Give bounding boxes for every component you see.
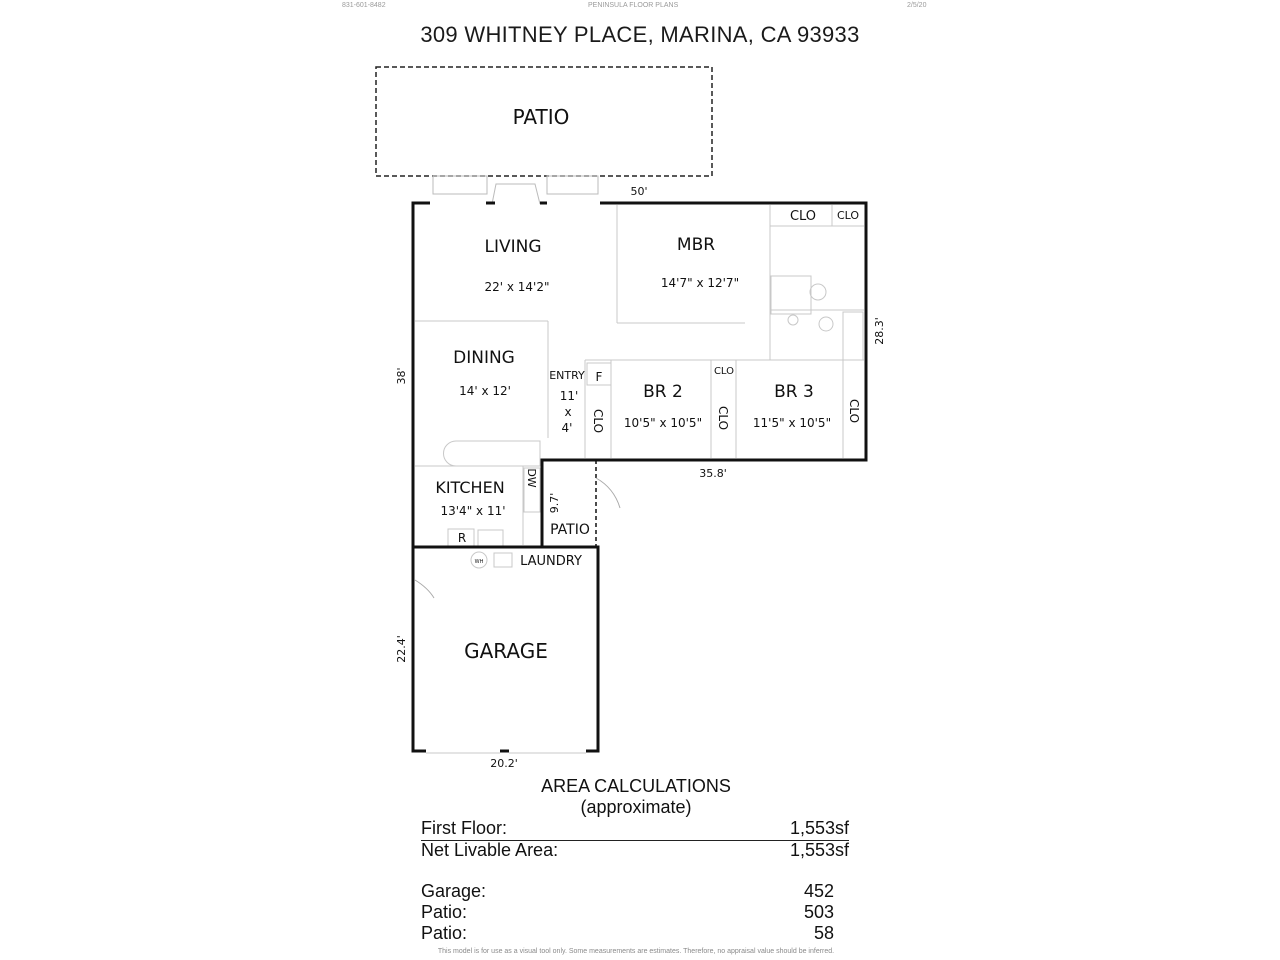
- header-phone: 831-601-8482: [342, 2, 386, 9]
- dim-left: 38': [395, 367, 408, 385]
- dim-top: 50': [630, 185, 648, 198]
- garage-area-label: Garage:: [421, 881, 487, 901]
- label-dw: DW: [525, 468, 538, 488]
- dim-br3: 11'5" x 10'5": [752, 416, 832, 430]
- dim-patio-side: 9.7': [548, 492, 561, 514]
- area-calculations: [0, 776, 1272, 818]
- fireplace: [492, 184, 540, 204]
- net-livable-label: Net Livable Area:: [421, 840, 559, 860]
- dim-entry-d: 4': [561, 421, 573, 435]
- header-date: 2/5/20: [907, 2, 927, 9]
- patio2-area-label: Patio:: [421, 923, 468, 943]
- dim-living: 22' x 14'2": [484, 280, 550, 294]
- dim-right: 28.3': [873, 317, 886, 345]
- door-swing-patio: [596, 478, 620, 508]
- washer: [494, 553, 512, 567]
- row-patio-1: [421, 902, 834, 924]
- garage-area-value: 452: [803, 881, 834, 901]
- slider-right: [547, 176, 598, 194]
- dim-kitchen: 13'4" x 11': [440, 504, 506, 518]
- label-clo-br2: CLO: [716, 405, 730, 431]
- net-livable-value: 1,553sf: [789, 840, 849, 860]
- label-f: F: [595, 370, 603, 384]
- dim-entry-w: 11': [559, 389, 579, 403]
- first-floor-label: First Floor:: [421, 818, 508, 838]
- dim-mid: 35.8': [699, 467, 727, 480]
- first-floor-value: 1,553sf: [789, 818, 849, 838]
- label-clo-entry: CLO: [591, 408, 605, 434]
- label-wh: WH: [474, 559, 484, 565]
- dim-garage-side: 22.4': [395, 635, 408, 663]
- patio1-area-value: 503: [803, 902, 834, 922]
- row-garage: [421, 881, 834, 903]
- dim-dining: 14' x 12': [459, 384, 511, 398]
- row-net-livable: [421, 840, 849, 862]
- label-patio-top: PATIO: [512, 105, 570, 129]
- door-swing-garage: [415, 580, 434, 598]
- label-clo-1: CLO: [789, 209, 817, 224]
- label-clo-2: CLO: [836, 209, 860, 222]
- slider-left: [433, 176, 487, 194]
- label-laundry: LAUNDRY: [520, 554, 582, 569]
- disclaimer: This model is for use as a visual tool only. Some measurements are estimates. Therefore, no appraisal value should be inferred.: [437, 948, 835, 955]
- label-living: LIVING: [484, 237, 542, 257]
- label-clo-br2-top: CLO: [713, 366, 735, 377]
- label-kitchen: KITCHEN: [435, 478, 505, 497]
- patio1-area-label: Patio:: [421, 902, 468, 922]
- row-first-floor: [421, 818, 849, 841]
- label-patio-small: PATIO: [550, 522, 590, 538]
- area-heading: AREA CALCULATIONS: [541, 776, 731, 796]
- header-company: PENINSULA FLOOR PLANS: [588, 2, 679, 9]
- label-dining: DINING: [453, 348, 515, 368]
- dim-garage-bottom: 20.2': [490, 757, 518, 770]
- label-garage: GARAGE: [464, 639, 548, 663]
- label-entry: ENTRY: [549, 369, 585, 382]
- dim-br2: 10'5" x 10'5": [623, 416, 703, 430]
- label-clo-br3: CLO: [847, 398, 861, 424]
- patio2-area-value: 58: [813, 923, 834, 943]
- dim-mbr: 14'7" x 12'7": [660, 276, 740, 290]
- label-r: R: [457, 531, 467, 545]
- label-br2: BR 2: [643, 382, 683, 402]
- row-patio-2: [421, 923, 834, 945]
- dim-entry-x: x: [564, 405, 572, 419]
- page-title: 309 WHITNEY PLACE, MARINA, CA 93933: [420, 22, 860, 47]
- label-mbr: MBR: [676, 235, 716, 255]
- area-subheading: (approximate): [580, 797, 692, 817]
- label-br3: BR 3: [774, 382, 814, 402]
